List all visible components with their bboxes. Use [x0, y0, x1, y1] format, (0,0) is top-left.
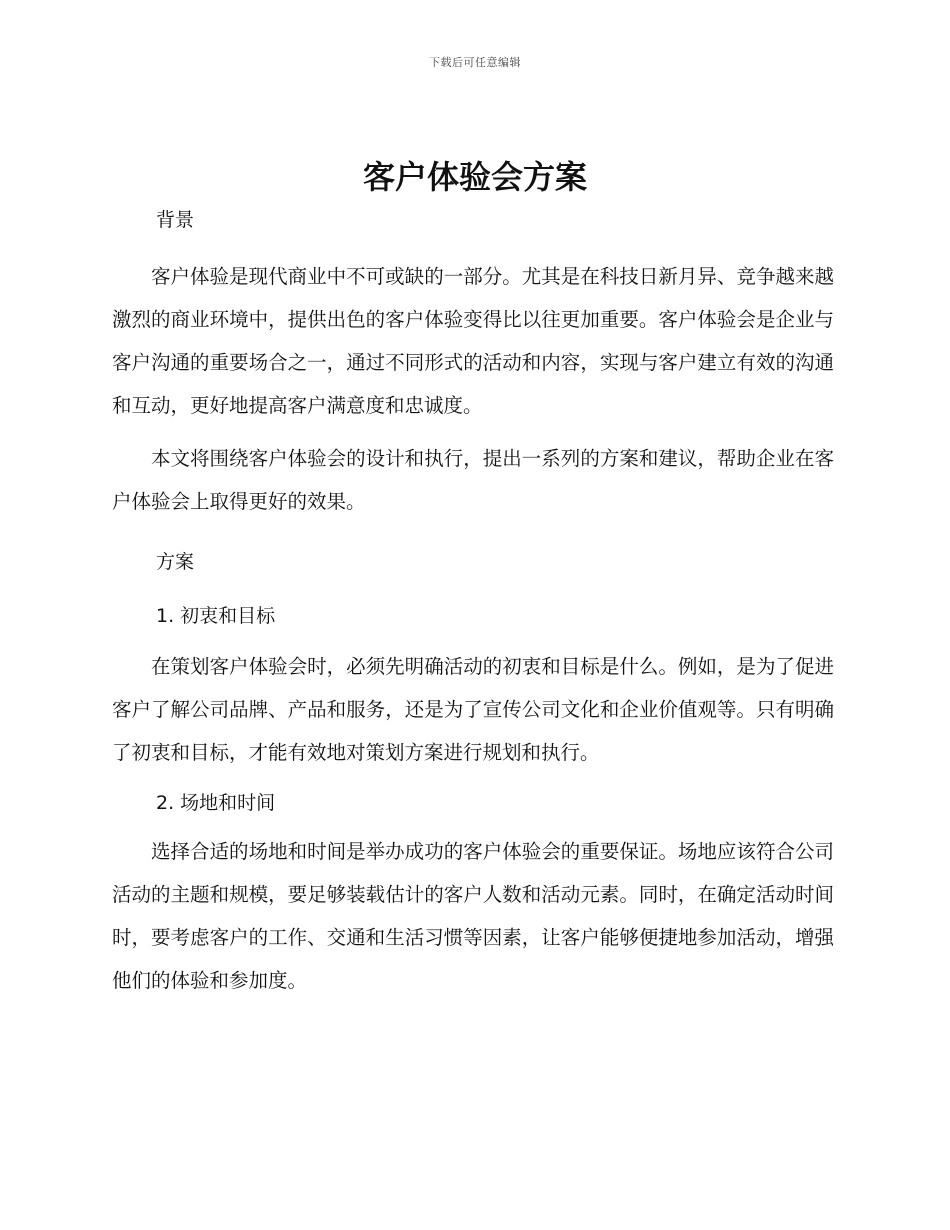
subheading-venue-time: 2. 场地和时间	[156, 792, 276, 814]
paragraph-background-2: 本文将围绕客户体验会的设计和执行，提出一系列的方案和建议，帮助企业在客户体验会上取得更好的效果。	[112, 447, 834, 513]
paragraph-goals: 在策划客户体验会时，必须先明确活动的初衷和目标是什么。例如，是为了促进客户了解公司品牌、产品和服务，还是为了宣传公司文化和企业价值观等。只有明确了初衷和目标，才能有效地对策划方案进行规划和执行。	[112, 655, 834, 764]
paragraph-venue-time: 选择合适的场地和时间是举办成功的客户体验会的重要保证。场地应该符合公司活动的主题和规模，要足够装载估计的客户人数和活动元素。同时，在确定活动时间时，要考虑客户的工作、交通和生活习惯等因素，让客户能够便捷地参加活动，增强他们的体验和参加度。	[112, 840, 834, 992]
subheading-goals: 1. 初衷和目标	[156, 605, 276, 627]
document-body	[112, 203, 834, 1002]
paragraph-background-1: 客户体验是现代商业中不可或缺的一部分。尤其是在科技日新月异、竞争越来越激烈的商业环境中，提供出色的客户体验变得比以往更加重要。客户体验会是企业与客户沟通的重要场合之一，通过不同形式的活动和内容，实现与客户建立有效的沟通和互动，更好地提高客户满意度和忠诚度。	[112, 265, 834, 417]
section-heading-plan: 方案	[156, 551, 195, 573]
document-title: 客户体验会方案	[362, 158, 587, 196]
header-note: 下载后可任意编辑	[429, 56, 521, 69]
section-heading-background: 背景	[156, 209, 195, 231]
